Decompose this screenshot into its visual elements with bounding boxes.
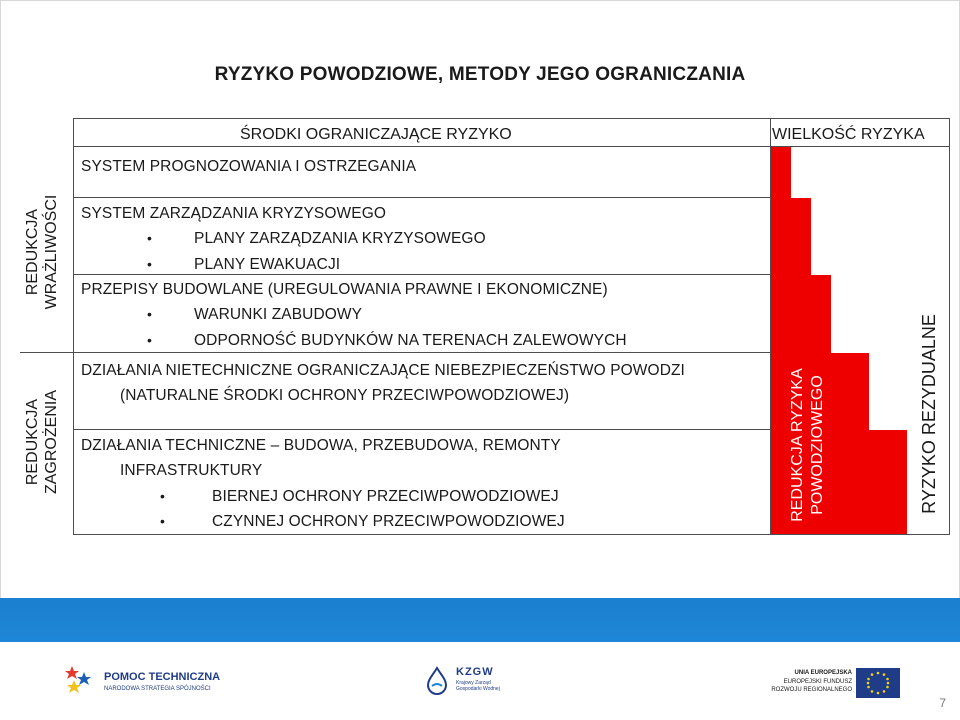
label-reduction-vulnerability-line1: REDUKCJA (24, 208, 41, 296)
header-risk-size: WIELKOŚĆ RYZYKA (772, 126, 925, 143)
label-reduction-vulnerability-line2: WRAŻLIWOŚCI (43, 194, 60, 310)
pomoc-techniczna-logo (64, 660, 244, 704)
risk-bar (831, 353, 869, 534)
bullet-icon: • (160, 488, 165, 504)
label-reduction-hazard (20, 372, 64, 512)
row-technical-actions: DZIAŁANIA TECHNICZNE – BUDOWA, PRZEBUDOWA, REMONTY (81, 437, 561, 454)
risk-bar (869, 430, 907, 534)
row-nontechnical-actions: DZIAŁANIA NIETECHNICZNE OGRANICZAJĄCE NIEBEZPIECZEŃSTWO POWODZI (81, 362, 685, 379)
footer-band (0, 598, 960, 642)
row-technical-actions-cont: INFRASTRUKTURY (120, 462, 263, 479)
logo3-line3: ROZWOJU REGIONALNEGO (771, 687, 852, 693)
item-active-protection: CZYNNEJ OCHRONY PRZECIWPOWODZIOWEJ (212, 513, 565, 530)
bullet-icon: • (147, 256, 152, 272)
label-reduction-hazard-line1: REDUKCJA (24, 398, 41, 486)
label-reduction-vulnerability (20, 162, 64, 342)
kzgw-logo (424, 664, 534, 704)
label-risk-reduction (788, 355, 830, 535)
logo2-title: KZGW (456, 666, 494, 678)
logo1-title: POMOC TECHNICZNA (104, 671, 221, 683)
item-building-resistance: ODPORNOŚĆ BUDYNKÓW NA TERENACH ZALEWOWYCH (194, 332, 627, 349)
label-residual-risk (919, 309, 943, 519)
bullet-icon: • (160, 513, 165, 529)
logo2-line2: Krajowy Zarząd (456, 680, 491, 686)
footer (0, 598, 960, 720)
eu-flag-icon (856, 668, 900, 698)
logo1-subtitle: NARODOWA STRATEGIA SPÓJNOŚCI (104, 686, 211, 692)
item-building-conditions: WARUNKI ZABUDOWY (194, 306, 363, 323)
stars-emblem-icon (64, 660, 98, 696)
page-number: 7 (939, 696, 946, 710)
eu-logo (770, 668, 910, 702)
item-passive-protection: BIERNEJ OCHRONY PRZECIWPOWODZIOWEJ (212, 488, 559, 505)
water-drop-icon (424, 666, 450, 696)
row-crisis-management: SYSTEM ZARZĄDZANIA KRYZYSOWEGO (81, 205, 387, 222)
slide-title: RYZYKO POWODZIOWE, METODY JEGO OGRANICZANIA (214, 64, 746, 85)
row-building-regulations: PRZEPISY BUDOWLANE (UREGULOWANIA PRAWNE I EKONOMICZNE) (81, 281, 608, 298)
logo3-line2: EUROPEJSKI FUNDUSZ (783, 679, 852, 685)
label-residual-risk-text: RYZYKO REZYDUALNE (919, 314, 939, 514)
bullet-icon: • (147, 306, 152, 322)
logo3-line1: UNIA EUROPEJSKA (794, 670, 852, 676)
row-forecasting-system: SYSTEM PROGNOZOWANIA I OSTRZEGANIA (81, 158, 417, 175)
row-nontechnical-actions-cont: (NATURALNE ŚRODKI OCHRONY PRZECIWPOWODZIOWEJ) (120, 387, 570, 404)
item-evacuation-plans: PLANY EWAKUACJI (194, 256, 341, 273)
label-risk-reduction-line1: REDUKCJA RYZYKA (789, 368, 806, 522)
label-reduction-hazard-line2: ZAGROŻENIA (43, 390, 60, 495)
bullet-icon: • (147, 230, 152, 246)
label-risk-reduction-line2: POWODZIOWEGO (809, 375, 826, 515)
logo2-line3: Gospodarki Wodnej (456, 686, 500, 692)
bullet-icon: • (147, 332, 152, 348)
item-crisis-plans: PLANY ZARZĄDZANIA KRYZYSOWEGO (194, 230, 486, 247)
header-measures: ŚRODKI OGRANICZAJĄCE RYZYKO (240, 126, 512, 143)
